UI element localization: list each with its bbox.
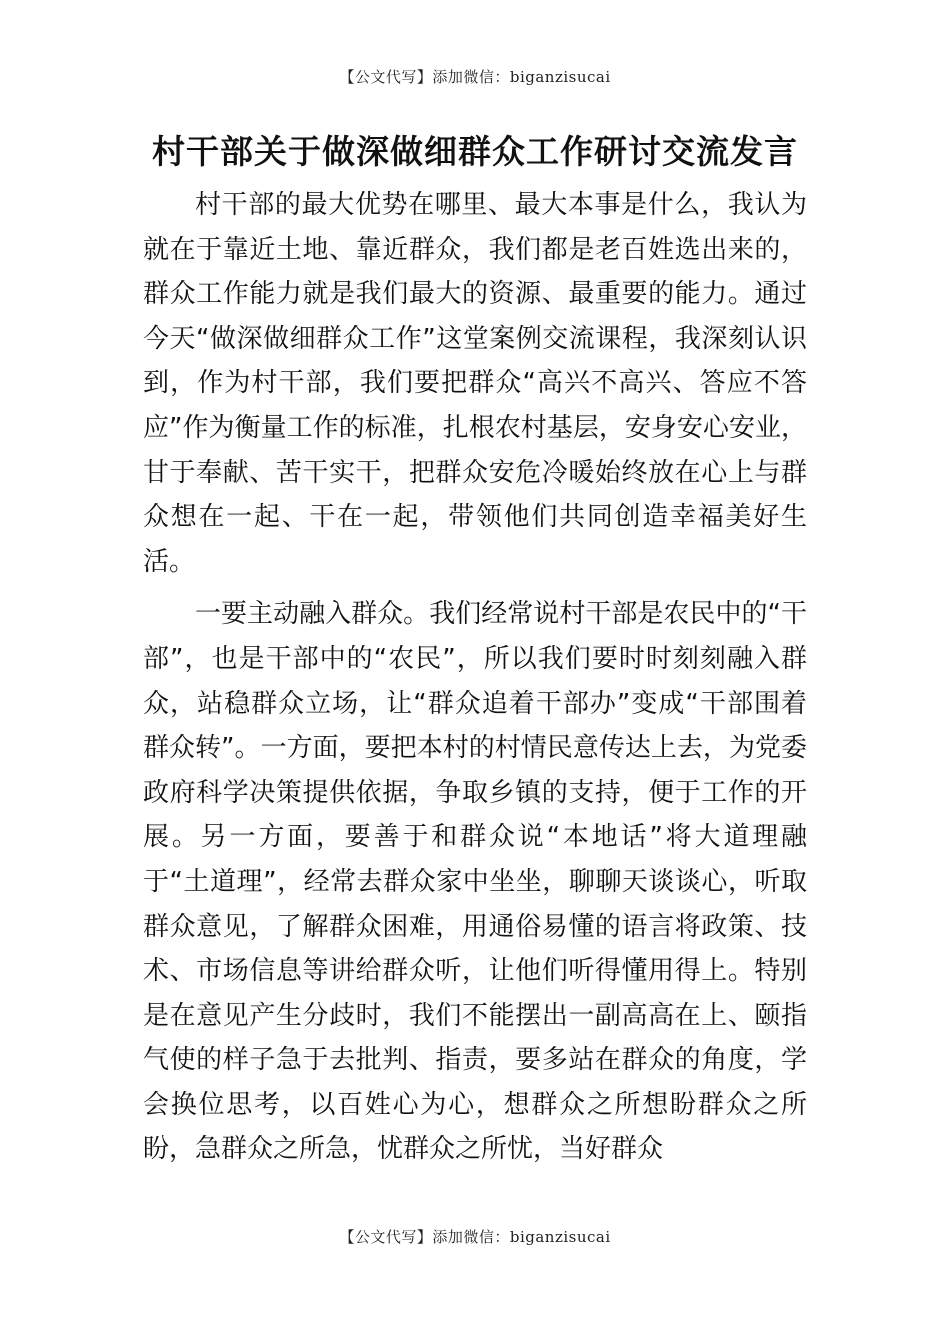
footer-watermark-note: 【公文代写】添加微信：biganzisucai: [339, 1228, 611, 1246]
document-body: [143, 183, 807, 1172]
document-title: 村干部关于做深做细群众工作研讨交流发言: [152, 132, 798, 171]
paragraph-point-one: 一要主动融入群众。我们经常说村干部是农民中的“干部”，也是干部中的“农民”，所以我们要时时刻刻融入群众，站稳群众立场，让“群众追着干部办”变成“干部围着群众转”。一方面，要把本村的村情民意传达上去，为党委政府科学决策提供依据，争取乡镇的支持，便于工作的开展。另一方面，要善于和群众说“本地话”将大道理融于“土道理”，经常去群众家中坐坐，聊聊天谈谈心，听取群众意见，了解群众困难，用通俗易懂的语言将政策、技术、市场信息等讲给群众听，让他们听得懂用得上。特别是在意见产生分歧时，我们不能摆出一副高高在上、颐指气使的样子急于去批判、指责，要多站在群众的角度，学会换位思考，以百姓心为心，想群众之所想盼群众之所盼，急群众之所急，忧群众之所忧，当好群众: [143, 599, 807, 1165]
paragraph-intro: 村干部的最大优势在哪里、最大本事是什么，我认为就在于靠近土地、靠近群众，我们都是老百姓选出来的，群众工作能力就是我们最大的资源、最重要的能力。通过今天“做深做细群众工作”这堂案例交流课程，我深刻认识到，作为村干部，我们要把群众“高兴不高兴、答应不答应”作为衡量工作的标准，扎根农村基层，安身安心安业，甘于奉献、苦干实干，把群众安危冷暖始终放在心上与群众想在一起、干在一起，带领他们共同创造幸福美好生活。: [143, 190, 807, 577]
header-watermark-note: 【公文代写】添加微信：biganzisucai: [339, 68, 611, 86]
